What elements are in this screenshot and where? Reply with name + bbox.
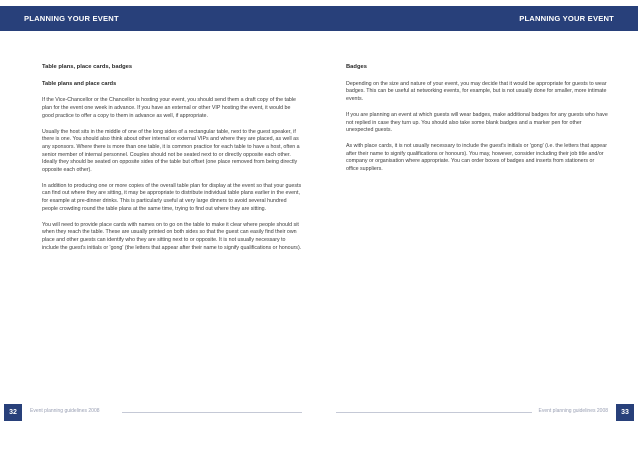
section-heading-table-plans: Table plans, place cards, badges — [42, 64, 133, 70]
paragraph: If you are planning an event at which guests will wear badges, make additional badges for any guests who have not replied in case they turn up. You should also take some blank badges and a marker pen for other unexpected guests. — [346, 111, 608, 134]
footer-divider-right — [336, 412, 532, 413]
page-number-left: 32 — [4, 404, 22, 421]
header-title-left: PLANNING YOUR EVENT — [24, 14, 119, 23]
paragraph: As with place cards, it is not usually necessary to include the guest's initials or 'gong' (i.e. the letters that appear after their name to signify qualifications or honours). You may, however, consider including their job title and/or company or organisation where appropriate. You can order boxes of badges and inserts from stationers or office suppliers. — [346, 142, 607, 173]
paragraph: In addition to producing one or more copies of the overall table plan for display at the event so that your guests can find out where they are sitting, it may be appropriate to distribute individual table plans earlier in the event, for example at pre-dinner drinks. This is particularly useful at very large dinners to avoid several hundred people crowding round the table plans at the same time, trying to find out where they are sitting. — [42, 182, 302, 212]
section-heading-badges: Badges — [346, 64, 367, 70]
paragraph: Usually the host sits in the middle of one of the long sides of a rectangular table, next to the guest speaker, if there is one. You should also think about other internal or external VIPs and where they are placed, as well as any sponsors. Where there is more than one table, it is common practice for each table to have a host, often a senior member of internal personnel. Couples should not be seated next to or directly opposite each other. Ideally they should be seated on opposite sides of the table but offset (one place removed from being directly opposite each other). — [42, 128, 300, 174]
left-column — [42, 64, 302, 260]
footer-text-right: Event planning guidelines 2008 — [538, 408, 608, 414]
right-column — [346, 64, 608, 182]
paragraph: If the Vice-Chancellor or the Chancellor is hosting your event, you should send them a draft copy of the table plan for the event one week in advance. If you have an external or other VIP hosting the event, it would be good practice to offer a copy to them in advance as well, if appropriate. — [42, 97, 297, 119]
paragraph: Depending on the size and nature of your event, you may decide that it would be appropriate for guests to wear badges. This can be useful at networking events, for example, but is not usually done for smaller, more intimate events. — [346, 80, 607, 103]
footer-text-left: Event planning guidelines 2008 — [30, 408, 100, 414]
footer-divider-left — [122, 412, 302, 413]
paragraph: You will need to provide place cards with names on to go on the table to make it clear where people should sit when they reach the table. These are usually printed on both sides so that the guest can easily find their own place and other guests can identify who they are sitting next to or opposite. It is not usually necessary to include the guest's initials or 'gong' (the letters that appear after their name to signify qualifications or honours). — [42, 221, 302, 251]
sub-heading-table-plans: Table plans and place cards — [42, 80, 117, 87]
page-number-right: 33 — [616, 404, 634, 421]
header-title-right: PLANNING YOUR EVENT — [519, 14, 614, 23]
